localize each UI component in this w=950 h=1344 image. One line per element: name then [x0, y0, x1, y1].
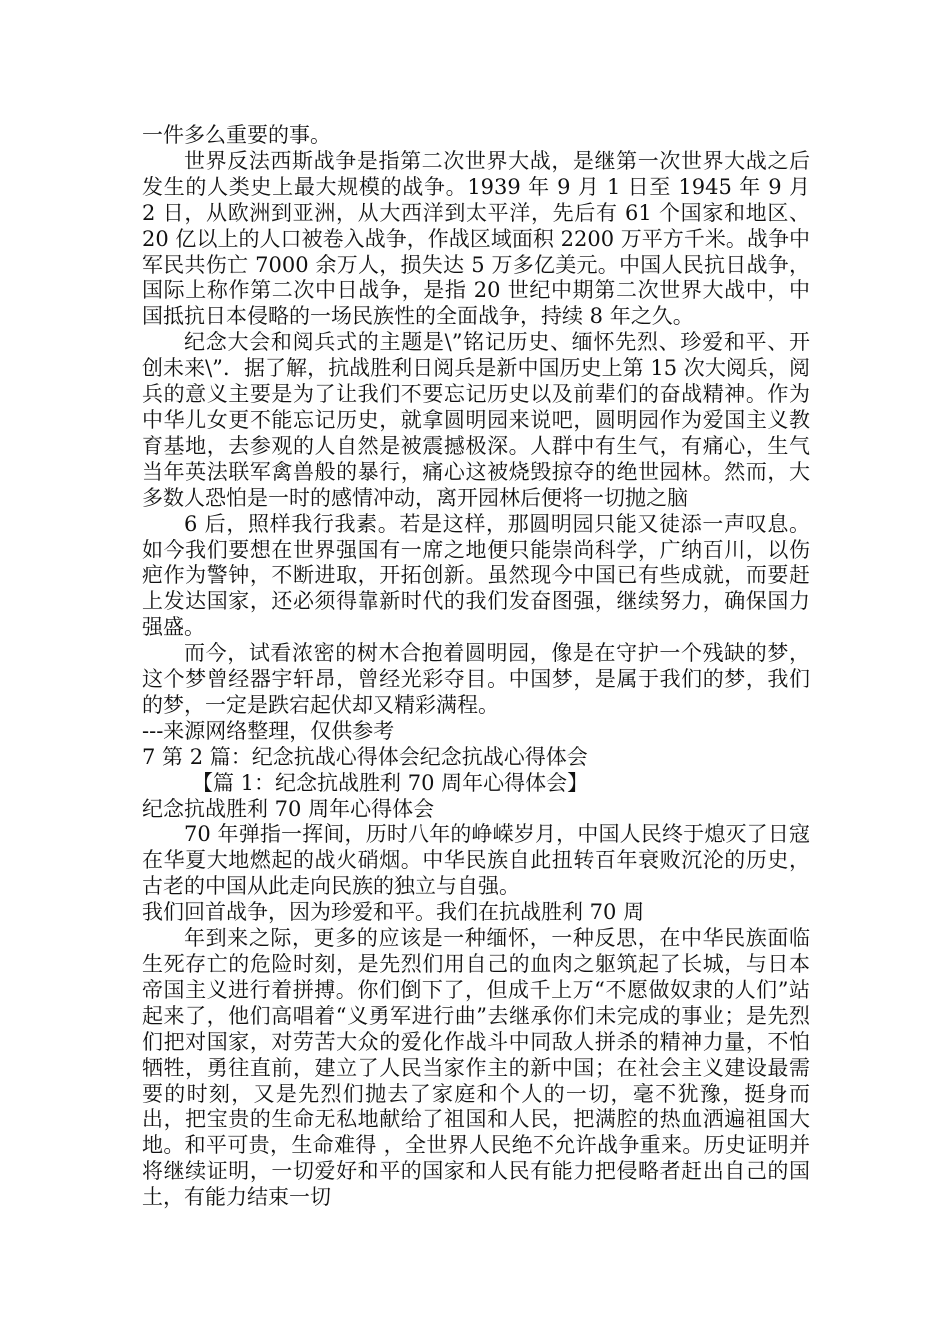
section-heading: 7 第 2 篇：纪念抗战心得体会纪念抗战心得体会	[142, 744, 588, 769]
paragraph: 我们回首战争，因为珍爱和平。我们在抗战胜利 70 周	[142, 900, 645, 925]
paragraph: 世界反法西斯战争是指第二次世界大战，是继第一次世界大战之后发生的人类史上最大规模的战争。1939 年 9 月 1 日至 1945 年 9 月 2 日，从欧洲到亚洲，从大西洋到太平洋，先后有 61 个国家和地区、20 亿以上的人口被卷入战争，作战区域面积 2200 万平方千米。战争中军民共伤亡 7000 余万人，损失达 5 万多亿美元。中国人民抗日战争，国际上称作第二次中日战争，是指 20 世纪中期第二次世界大战中，中国抵抗日本侵略的一场民族性的全面战争，持续 8 年之久。	[142, 148, 810, 329]
source-note: ---来源网络整理，仅供参考	[142, 718, 395, 743]
paragraph: 年到来之际，更多的应该是一种缅怀，一种反思，在中华民族面临生死存亡的危险时刻，是先烈们用自己的血肉之躯筑起了长城，与日本帝国主义进行着拼搏。你们倒下了，但成千上万“不愿做奴隶的人们”站起来了，他们高唱着“义勇军进行曲”去继承你们未完成的事业；是先烈们把对国家，对劳苦大众的爱化作战斗中同敌人拼杀的精神力量，不怕牺牲，勇往直前，建立了人民当家作主的新中国；在社会主义建设最需要的时刻，又是先烈们抛去了家庭和个人的一切，毫不犹豫，挺身而出，把宝贵的生命无私地献给了祖国和人民，把满腔的热血洒遍祖国大地。和平可贵，生命难得 ，全世界人民绝不允许战争重来。历史证明并将继续证明，一切爱好和平的国家和人民有能力把侵略者赶出自己的国土，有能力结束一切	[142, 926, 810, 1210]
paragraph: 而今，试看浓密的树木合抱着圆明园，像是在守护一个残缺的梦，这个梦曾经器宇轩昂，曾经光彩夺目。中国梦，是属于我们的梦，我们的梦，一定是跌宕起伏却又精彩满程。	[142, 641, 810, 717]
article-title: 纪念抗战胜利 70 周年心得体会	[142, 796, 435, 821]
paragraph: 6 后，照样我行我素。若是这样，那圆明园只能又徒添一声叹息。如今我们要想在世界强国有一席之地便只能崇尚科学，广纳百川，以伤疤作为警钟，不断进取，开拓创新。虽然现今中国已有些成就，而要赶上发达国家，还必须得靠新时代的我们发奋图强，继续努力，确保国力强盛。	[142, 511, 810, 640]
paragraph: 纪念大会和阅兵式的主题是\”铭记历史、缅怀先烈、珍爱和平、开创未来\”．据了解，抗战胜利日阅兵是新中国历史上第 15 次大阅兵，阅兵的意义主要是为了让我们不要忘记历史以及前辈们的奋战精神。作为中华儿女更不能忘记历史，就拿圆明园来说吧，圆明园作为爱国主义教育基地，去参观的人自然是被震撼极深。人群中有生气，有痛心，生气当年英法联军禽兽般的暴行，痛心这被烧毁掠夺的绝世园林。然而，大多数人恐怕是一时的感情冲动，离开园林后便将一切抛之脑	[142, 330, 810, 510]
document-body	[142, 123, 810, 1211]
article-heading: 【篇 1：纪念抗战胜利 70 周年心得体会】	[192, 770, 589, 795]
paragraph: 一件多么重要的事。	[142, 123, 331, 147]
paragraph: 70 年弹指一挥间，历时八年的峥嵘岁月，中国人民终于熄灭了日寇在华夏大地燃起的战火硝烟。中华民族自此扭转百年衰败沉沦的历史，古老的中国从此走向民族的独立与自强。	[142, 822, 810, 899]
